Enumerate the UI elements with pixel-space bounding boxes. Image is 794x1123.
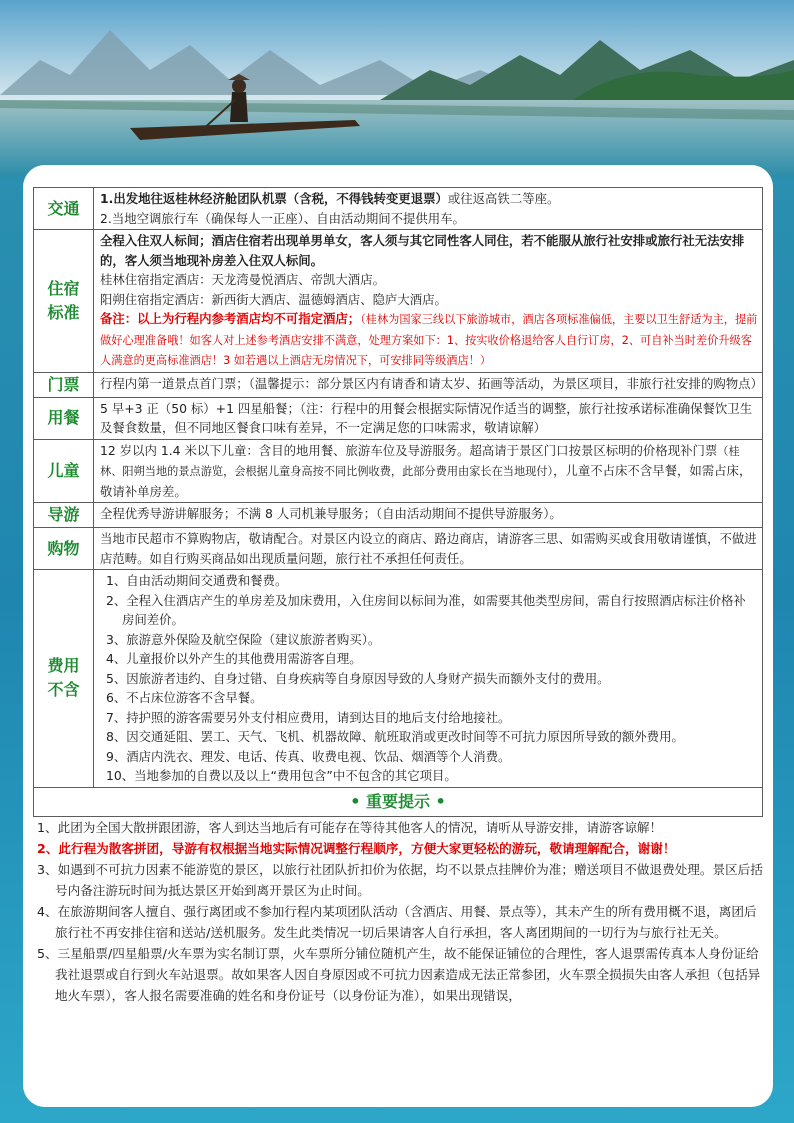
list-item: 1、自由活动期间交通费和餐费。 — [106, 573, 288, 588]
list-item: 10、当地参加的自费以及以上“费用包含”中不包含的其它项目。 — [106, 768, 457, 783]
children-content: 12 岁以内 1.4 米以下儿童：含目的地用餐、旅游车位及导游服务。超高请于景区门口按景区标明的价格现补门票（桂林、阳朔当地的景点游览，会根据儿童身高按不同比例收费，此部分费用由家长在当地现付），儿童不占床不含早餐，如需占床，敬请补单房差。 — [94, 439, 763, 503]
important-notes — [37, 817, 767, 1006]
fisherman-figure — [230, 92, 248, 122]
list-item: 4、儿童报价以外产生的其他费用需游客自理。 — [106, 651, 362, 666]
list-item: 7、持护照的游客需要另外支付相应费用，请到达目的地后支付给地接社。 — [106, 709, 511, 725]
list-item: 9、酒店内洗衣、理发、电话、传真、收费电视、饮品、烟酒等个人消费。 — [106, 748, 511, 764]
transport-content: 1.出发地往返桂林经济舱团队机票（含税，不得钱转变更退票）或往返高铁二等座。 2.当地空调旅行车（确保每人一正座）、自由活动期间不提供用车。 — [94, 188, 763, 230]
shopping-content: 当地市民超市不算购物店，敬请配合。对景区内设立的商店、路边商店，请游客三思、如需购买或食用敬请谨慎，不做进店范畴。如自行购买商品如出现质量问题，旅行社不承担任何责任。 — [94, 528, 763, 570]
row-shopping — [34, 528, 763, 570]
list-item: 3、旅游意外保险及航空保险（建议旅游者购买）。 — [106, 631, 381, 647]
label-shopping: 购物 — [34, 528, 94, 570]
meals-content: 5 早+3 正（50 标）+1 四星船餐；（注：行程中的用餐会根据实际情况作适当的调整，旅行社按承诺标准确保餐饮卫生及餐食数量，但不同地区餐食口味有差异，不一定满足您的口味需求，敬请谅解） — [94, 397, 763, 439]
list-item: 2、此行程为散客拼团，导游有权根据当地实际情况调整行程顺序，方便大家更轻松的游玩，敬请理解配合，谢谢！ — [37, 840, 676, 856]
row-tickets — [34, 372, 763, 397]
list-item: 6、不占床位游客不含早餐。 — [106, 690, 263, 705]
fees-content — [94, 570, 763, 788]
itinerary-card — [23, 165, 773, 1107]
guide-content: 全程优秀导游讲解服务；不满 8 人司机兼导服务；（自由活动期间不提供导游服务）。 — [94, 503, 763, 528]
list-item: 1、此团为全国大散拼跟团游，客人到达当地后有可能存在等待其他客人的情况，请听从导游安排，请游客谅解！ — [37, 819, 663, 835]
row-transport — [34, 188, 763, 230]
important-notice-title: • 重要提示 • — [34, 787, 763, 816]
hotel-content: 全程入住双人标间；酒店住宿若出现单男单女，客人须与其它同性客人同住，若不能服从旅行社安排或旅行社无法安排的，客人须当地现补房差入住双人标间。 桂林住宿指定酒店：天龙湾曼悦酒店、帝凯大酒店。 阳朔住宿指定酒店：新西街大酒店、温德姆酒店、隐庐大酒店。 备注：以上为行程内参考酒店均不可指定酒店；（桂林为国家三线以下旅游城市，酒店各项标准偏低，主要以卫生舒适为主，提前做好心理准备哦！如客人对上述参考酒店安排不满意，处理方案如下：1、按实收价格退给客人自行订房，2、可自补当时差价升级客人满意的更高标准酒店！3 如若遇以上酒店无房情况下，可安排同等级酒店！） — [94, 230, 763, 373]
row-meals — [34, 397, 763, 439]
list-item: 4、在旅游期间客人擅自、强行离团或不参加行程内某项团队活动（含酒店、用餐、景点等），其未产生的所有费用概不退，离团后旅行社不再安排住宿和送站/送机服务。发生此类情况一切后果请客人自行承担，客人离团期间的一切行为与旅行社无关。 — [37, 903, 757, 940]
label-fees-excluded: 费用 不含 — [34, 570, 94, 788]
landscape-photo — [0, 0, 794, 175]
label-meals: 用餐 — [34, 397, 94, 439]
details-table — [33, 187, 763, 817]
row-children — [34, 439, 763, 503]
label-guide: 导游 — [34, 503, 94, 528]
list-item: 5、三星船票/四星船票/火车票为实名制订票，火车票所分铺位随机产生，故不能保证铺位的合理性，客人退票需传真本人身份证给我社退票或自行到火车站退票。故如果客人因自身原因或不可抗力因素造成无法正常参团，火车票全损损失由客人承担（包括异地火车票），客人报名需要准确的姓名和身份证号（以身份证为准），如果出现错误， — [37, 945, 761, 1003]
row-important-title — [34, 787, 763, 816]
list-item: 2、全程入住酒店产生的单房差及加床费用，入住房间以标间为准，如需要其他类型房间，需自行按照酒店标注价格补房间差价。 — [106, 592, 746, 627]
list-item: 3、如遇到不可抗力因素不能游览的景区，以旅行社团队折扣价为依据，均不以景点挂牌价为准；赠送项目不做退费处理。景区后括号内备注游玩时间为抵达景区开始到离开景区为止时间。 — [37, 861, 763, 898]
list-item: 8、因交通延阻、罢工、天气、飞机、机器故障、航班取消或更改时间等不可抗力原因所导致的额外费用。 — [106, 729, 684, 744]
list-item: 5、因旅游者违约、自身过错、自身疾病等自身原因导致的人身财产损失而额外支付的费用。 — [106, 670, 610, 686]
row-hotel — [34, 230, 763, 373]
label-transport: 交通 — [34, 188, 94, 230]
row-guide — [34, 503, 763, 528]
label-children: 儿童 — [34, 439, 94, 503]
row-fees-excluded — [34, 570, 763, 788]
tickets-content: 行程内第一道景点首门票；（温馨提示：部分景区内有请香和请太岁、拓画等活动，为景区项目，非旅行社安排的购物点） — [94, 372, 763, 397]
label-tickets: 门票 — [34, 372, 94, 397]
label-hotel: 住宿 标准 — [34, 230, 94, 373]
